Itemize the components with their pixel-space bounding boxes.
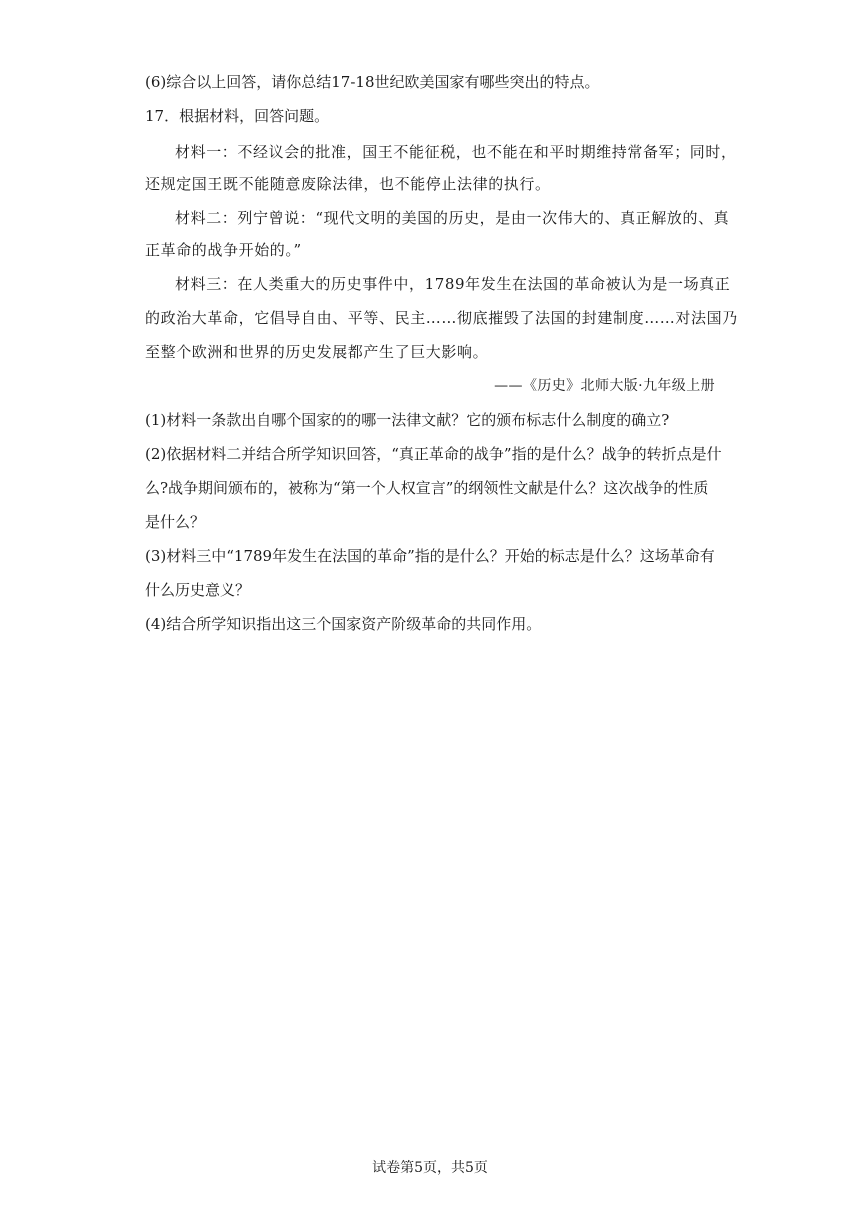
question-17-part-2-line-1: (2)依据材料二并结合所学知识回答，“真正革命的战争”指的是什么？战争的转折点是什 [145,445,722,463]
material-1-line-1: 材料一：不经议会的批准，国王不能征税，也不能在和平时期维持常备军；同时， [175,143,737,161]
question-16-part-6: (6)综合以上回答，请你总结17-18世纪欧美国家有哪些突出的特点。 [145,73,600,91]
material-3-line-3: 至整个欧洲和世界的历史发展都产生了巨大影响。 [145,343,489,361]
page-footer: 试卷第5页，共5页 [372,1160,488,1176]
material-1-line-2: 还规定国王既不能随意废除法律，也不能停止法律的执行。 [145,175,551,193]
material-3-line-2: 的政治大革命，它倡导自由、平等、民主……彻底摧毁了法国的封建制度……对法国乃 [145,309,738,327]
question-17-part-3-line-1: (3)材料三中“1789年发生在法国的革命”指的是什么？开始的标志是什么？这场革命有 [145,547,715,565]
question-17-part-2-line-3: 是什么？ [145,513,206,531]
question-17-stem: 17．根据材料，回答问题。 [145,107,330,125]
question-17-part-3-line-2: 什么历史意义？ [145,581,251,599]
material-2-line-2: 正革命的战争开始的。” [145,241,302,259]
material-source: ——《历史》北师大版·九年级上册 [494,378,715,394]
question-17-part-4: (4)结合所学知识指出这三个国家资产阶级革命的共同作用。 [145,615,542,633]
material-3-line-1: 材料三：在人类重大的历史事件中，1789年发生在法国的革命被认为是一场真正 [175,275,731,293]
material-2-line-1: 材料二：列宁曾说：“现代文明的美国的历史，是由一次伟大的、真正解放的、真 [175,209,730,227]
question-17-part-2-line-2: 么?战争期间颁布的，被称为“第一个人权宣言”的纲领性文献是什么？这次战争的性质 [145,479,709,497]
question-17-part-1: (1)材料一条款出自哪个国家的的哪一法律文献？它的颁布标志什么制度的确立? [145,411,670,429]
